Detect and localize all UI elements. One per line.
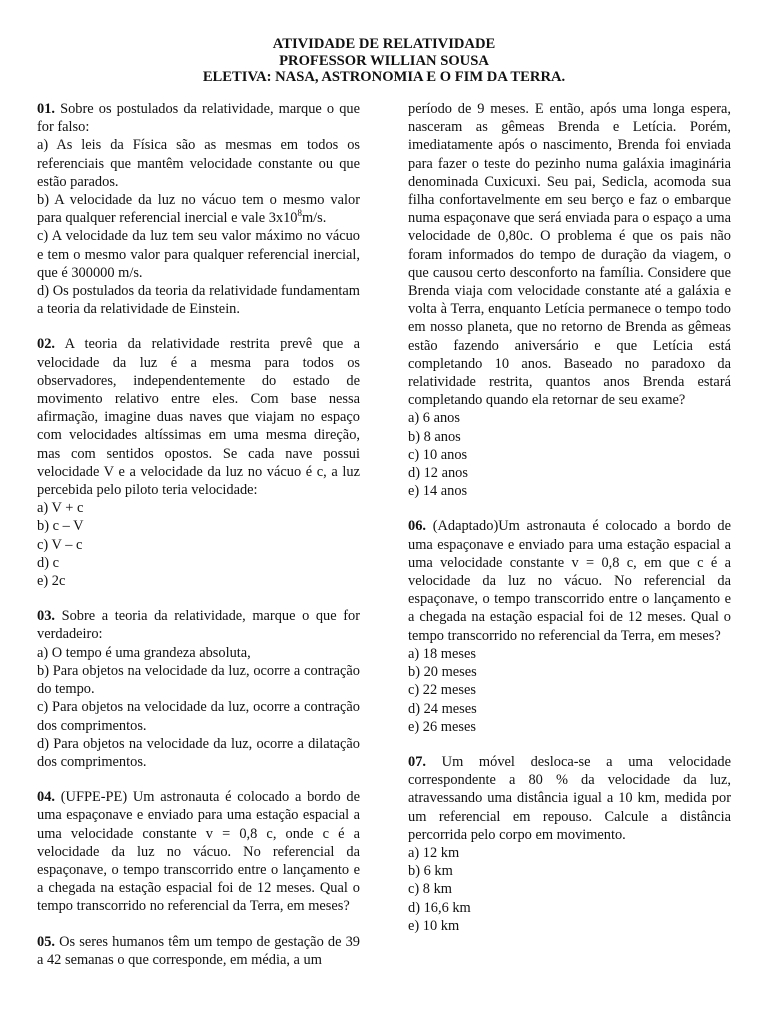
option-b: b) 20 meses xyxy=(408,664,477,681)
option-a: a) 12 km xyxy=(408,844,460,861)
right-column xyxy=(408,100,731,952)
left-column xyxy=(37,100,360,986)
document-header xyxy=(0,36,768,86)
question-text: Os seres humanos têm um tempo de gestação de 39 a 42 semanas o que corresponde, em média, a um xyxy=(37,933,360,968)
option-d: d) c xyxy=(37,554,59,571)
question-number: 02. xyxy=(37,336,55,353)
question-06 xyxy=(408,517,731,735)
header-title: ATIVIDADE DE RELATIVIDADE xyxy=(272,36,496,52)
question-text: período de 9 meses. E então, após uma longa espera, nasceram as gêmeas Brenda e Letícia. Porém, imediatamente após o nascimento, Brenda foi enviada para fazer o teste do pezinho numa galáxia imaginária denominada Cuxicuxi. Seu pai, Sedicla, acomoda sua filha confortavelmente em seu berço e faz o embarque numa espaçonave que será enviada para o espaço a uma velocidade de 0,80c. O problema é que os pais não foram informados do tempo de duração da viagem, o que causou certo desconforto na família. Considere que Brenda viaja com velocidade constante até a galáxia e volta à Terra, enquanto Letícia permanece o tempo todo em nosso planeta, que no retorno de Brenda as gêmeas estão fazendo aniversário e que Letícia está completando 10 anos. Baseado no paradoxo da relatividade restrita, quantos anos Brenda estará completando quando ela retornar de seu exame? xyxy=(408,101,731,409)
question-number: 07. xyxy=(408,753,426,770)
option-e: e) 10 km xyxy=(408,917,460,934)
question-text: A teoria da relatividade restrita prevê que a velocidade da luz é a mesma para todos os observadores, independentemente do estado de movimento relativo entre eles. Com base nessa afirmação, imagine duas naves que viajam no espaço com velocidades altíssimas em uma mesma direção, mas com sentidos opostos. Se cada nave possui velocidade V e a velocidade da luz no vácuo é c, a luz percebida pelo piloto teria velocidade: xyxy=(37,336,360,499)
option-c: c) 8 km xyxy=(408,881,452,898)
option-c: c) Para objetos na velocidade da luz, ocorre a contração dos comprimentos. xyxy=(37,699,360,734)
question-text: (UFPE-PE) Um astronauta é colocado a bordo de uma espaçonave e enviado para uma estação espacial a uma velocidade constante v = 0,8 c, onde c é a velocidade da luz no vácuo. No referencial da espaçonave, o tempo transcorrido entre o lançamento e a chegada na estação espacial foi de 12 meses. Qual o tempo transcorrido no referencial da Terra, em meses? xyxy=(37,789,360,915)
option-d: d) Os postulados da teoria da relatividade fundamentam a teoria da relatividade de Einstein. xyxy=(37,283,360,318)
option-a: a) As leis da Física são as mesmas em todos os referenciais que mantêm velocidade constante ou que estão parados. xyxy=(37,137,360,190)
option-b: b) Para objetos na velocidade da luz, ocorre a contração do tempo. xyxy=(37,662,360,698)
option-d: d) 16,6 km xyxy=(408,899,471,916)
question-text: Sobre a teoria da relatividade, marque o que for verdadeiro: xyxy=(37,608,360,643)
question-02 xyxy=(37,335,360,590)
option-d: d) 24 meses xyxy=(408,700,477,717)
question-03 xyxy=(37,607,360,771)
question-text: (Adaptado)Um astronauta é colocado a bordo de uma espaçonave e enviado para uma estação espacial a uma velocidade constante v = 0,8 c, em que c é a velocidade da luz no vácuo. No referencial da espaçonave, o tempo transcorrido entre o lançamento e a chegada na estação espacial foi de 12 meses. Qual o tempo transcorrido no referencial da Terra, em meses? xyxy=(408,518,731,644)
header-elective: ELETIVA: NASA, ASTRONOMIA E O FIM DA TERRA. xyxy=(202,69,566,85)
question-01 xyxy=(37,100,360,318)
question-number: 06. xyxy=(408,518,426,535)
option-c: c) 22 meses xyxy=(408,682,476,699)
option-c: c) A velocidade da luz tem seu valor máximo no vácuo e tem o mesmo valor para qualquer referencial inercial, que é 300000 m/s. xyxy=(37,228,360,281)
question-05 xyxy=(37,933,360,969)
option-a: a) 18 meses xyxy=(408,645,476,662)
option-e: e) 14 anos xyxy=(408,483,468,500)
header-professor: PROFESSOR WILLIAN SOUSA xyxy=(279,52,489,69)
option-d: d) Para objetos na velocidade da luz, ocorre a dilatação dos comprimentos. xyxy=(37,735,360,770)
option-a: a) 6 anos xyxy=(408,410,460,427)
question-text: Sobre os postulados da relatividade, marque o que for falso: xyxy=(37,101,360,136)
option-a: a) V + c xyxy=(37,500,84,517)
question-07 xyxy=(408,753,731,935)
option-e: e) 2c xyxy=(37,573,66,590)
option-d: d) 12 anos xyxy=(408,465,468,482)
option-a: a) O tempo é uma grandeza absoluta, xyxy=(37,644,251,661)
question-number: 04. xyxy=(37,789,55,806)
option-b: b) 8 anos xyxy=(408,428,461,445)
option-b: b) 6 km xyxy=(408,863,453,880)
option-c: c) V – c xyxy=(37,536,83,553)
question-number: 03. xyxy=(37,608,55,625)
question-04 xyxy=(37,788,360,915)
option-b: b) A velocidade da luz no vácuo tem o mesmo valor para qualquer referencial inercial e vale $3x10^8m/s$. xyxy=(37,192,360,227)
option-e: e) 26 meses xyxy=(408,718,476,735)
option-b: b) c – V xyxy=(37,518,84,535)
question-05-continued xyxy=(408,100,731,500)
question-number: 01. xyxy=(37,101,55,117)
option-c: c) 10 anos xyxy=(408,446,468,463)
question-text: Um móvel desloca-se a uma velocidade correspondente a 80 % da velocidade da luz, atravessando uma distância igual a 10 km, medida por um referencial em repouso. Calcule a distância percorrida pelo corpo em movimento. xyxy=(408,753,731,843)
question-number: 05. xyxy=(37,933,55,950)
